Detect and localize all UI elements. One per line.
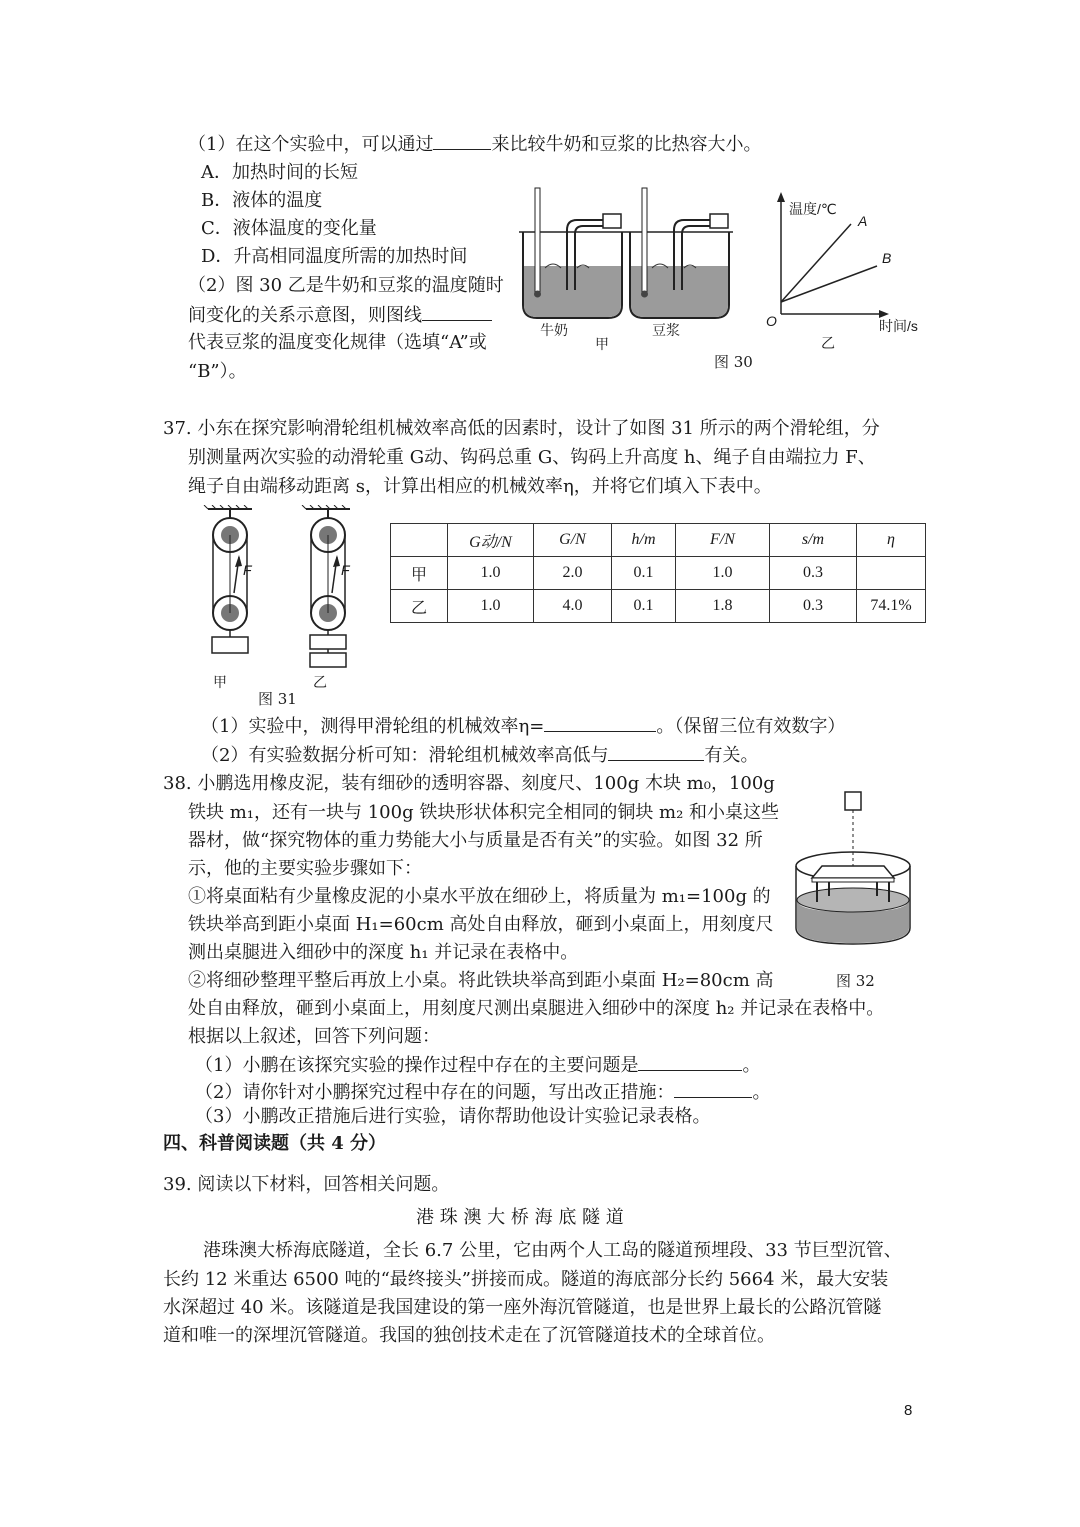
table-cell: 4.0 — [534, 590, 612, 623]
table-header: η — [857, 524, 926, 557]
table-header: G动/N — [448, 524, 534, 557]
table-cell: 2.0 — [534, 557, 612, 590]
table-header: F/N — [676, 524, 770, 557]
pulley-label-yi: 乙 — [313, 674, 327, 690]
beaker-milk — [519, 188, 626, 318]
line-b-label: B — [882, 250, 892, 266]
table-cell: 0.1 — [612, 557, 676, 590]
label-soy: 豆浆 — [652, 322, 680, 338]
q39-para-line1: 港珠澳大桥海底隧道，全长 6.7 公里，它由两个人工岛的隧道预埋段、33 节巨型沉管、 — [203, 1240, 902, 1261]
q38-sub2: （2）请你针对小鹏探究过程中存在的问题，写出改正措施： 。 — [195, 1079, 770, 1106]
q39-para-line2: 长约 12 米重达 6500 吨的“最终接头”拼接而成。隧道的海底部分长约 5664 米，最大安装 — [163, 1269, 889, 1290]
table-cell: 甲 — [391, 557, 448, 590]
q38-line3: 器材，做“探究物体的重力势能大小与质量是否有关”的实验。如图 32 所 — [188, 830, 763, 851]
label-yi: 乙 — [821, 335, 835, 351]
figure-30 — [505, 180, 945, 380]
beaker-soy — [626, 188, 733, 318]
q38-sub1: （1）小鹏在该探究实验的操作过程中存在的主要问题是 。 — [195, 1052, 760, 1079]
table-header: h/m — [612, 524, 676, 557]
figure-32-caption: 图 32 — [836, 972, 875, 990]
q36-option-a: A．加热时间的长短 — [201, 162, 358, 183]
figure-31-caption: 图 31 — [258, 690, 297, 708]
q38-line7: 测出桌腿进入细砂中的深度 h₁ 并记录在表格中。 — [188, 942, 579, 963]
q36-option-d: D．升高相同温度所需的加热时间 — [201, 246, 468, 267]
table-cell: 0.1 — [612, 590, 676, 623]
table-cell: 1.0 — [448, 590, 534, 623]
q37-sub2: （2）有实验数据分析可知：滑轮组机械效率高低与 有关。 — [201, 742, 758, 769]
y-axis-label: 温度/℃ — [789, 201, 837, 217]
label-jia: 甲 — [595, 336, 609, 352]
q36-part2-line3: 代表豆浆的温度变化规律（选填“A”或 — [188, 332, 487, 353]
q36-part2-line4: “B”）。 — [188, 361, 247, 382]
q36-part2-line1: （2）图 30 乙是牛奶和豆浆的温度随时 — [188, 275, 504, 296]
figure-31-pulleys — [198, 505, 358, 675]
page-number: 8 — [904, 1402, 913, 1419]
origin-label: O — [766, 313, 777, 329]
data-table — [390, 523, 926, 623]
q38-line8: ②将细砂整理平整后再放上小桌。将此铁块举高到距小桌面 H₂=80cm 高 — [188, 970, 774, 991]
table-cell: 0.3 — [770, 590, 857, 623]
q36-part2-line2: 间变化的关系示意图，则图线 — [188, 302, 492, 329]
force-label-jia: F — [243, 562, 252, 578]
q36-option-b: B．液体的温度 — [201, 190, 323, 211]
table-cell: 74.1% — [857, 590, 926, 623]
q39-line1: 39. 阅读以下材料，回答相关问题。 — [163, 1174, 450, 1195]
label-milk: 牛奶 — [540, 322, 568, 338]
q38-line6: 铁块举高到距小桌面 H₁=60cm 高处自由释放，砸到小桌面上，用刻度尺 — [188, 914, 774, 935]
q36-option-c: C．液体温度的变化量 — [201, 218, 377, 239]
q38-line1: 38. 小鹏选用橡皮泥，装有细砂的透明容器、刻度尺、100g 木块 m₀，100g — [163, 773, 775, 794]
q37-line1: 37. 小东在探究影响滑轮组机械效率高低的因素时，设计了如图 31 所示的两个滑轮组，分 — [163, 418, 880, 439]
table-header: G/N — [534, 524, 612, 557]
table-cell: 1.0 — [448, 557, 534, 590]
table-cell: 1.0 — [676, 557, 770, 590]
q38-line4: 示，他的主要实验步骤如下： — [188, 858, 422, 879]
table-header: s/m — [770, 524, 857, 557]
q38-line9: 处自由释放，砸到小桌面上，用刻度尺测出桌腿进入细砂中的深度 h₂ 并记录在表格中。 — [188, 998, 885, 1019]
q37-sub1: （1）实验中，测得甲滑轮组的机械效率η= 。（保留三位有效数字） — [201, 713, 845, 740]
q39-para-line3: 水深超过 40 米。该隧道是我国建设的第一座外海沉管隧道，也是世界上最长的公路沉管隧 — [163, 1297, 882, 1318]
figure-30-caption: 图 30 — [714, 353, 753, 371]
pulley-jia — [204, 505, 252, 653]
table-header-row — [391, 524, 926, 557]
line-a — [781, 224, 851, 302]
q39-article-title: 港 珠 澳 大 桥 海 底 隧 道 — [416, 1207, 624, 1228]
table-cell: 0.3 — [770, 557, 857, 590]
q38-line5: ①将桌面粘有少量橡皮泥的小桌水平放在细砂上，将质量为 m₁=100g 的 — [188, 886, 771, 907]
table-row — [391, 557, 926, 590]
q38-line2: 铁块 m₁，还有一块与 100g 铁块形状体积完全相同的铜块 m₂ 和小桌这些 — [188, 802, 780, 823]
pulley-yi — [302, 505, 350, 667]
q38-sub3: （3）小鹏改正措施后进行实验，请你帮助他设计实验记录表格。 — [195, 1106, 711, 1127]
force-label-yi: F — [341, 562, 350, 578]
table-cell: 乙 — [391, 590, 448, 623]
table-cell: 1.8 — [676, 590, 770, 623]
q39-para-line4: 道和唯一的深埋沉管隧道。我国的独创技术走在了沉管隧道技术的全球首位。 — [163, 1325, 775, 1346]
table-header — [391, 524, 448, 557]
figure-32-apparatus — [792, 788, 922, 958]
table-cell — [857, 557, 926, 590]
line-a-label: A — [858, 213, 868, 229]
line-b — [781, 266, 877, 302]
q37-line3: 绳子自由端移动距离 s，计算出相应的机械效率η，并将它们填入下表中。 — [188, 476, 772, 497]
q36-part1: （1）在这个实验中，可以通过 来比较牛奶和豆浆的比热容大小。 — [188, 131, 761, 158]
q38-line10: 根据以上叙述，回答下列问题： — [188, 1026, 440, 1047]
section-4-heading: 四、科普阅读题（共 4 分） — [163, 1133, 387, 1154]
pulley-label-jia: 甲 — [213, 674, 227, 690]
q37-line2: 别测量两次实验的动滑轮重 G动、钩码总重 G、钩码上升高度 h、绳子自由端拉力 F、 — [188, 447, 876, 468]
table-row — [391, 590, 926, 623]
x-axis-label: 时间/s — [879, 318, 918, 334]
